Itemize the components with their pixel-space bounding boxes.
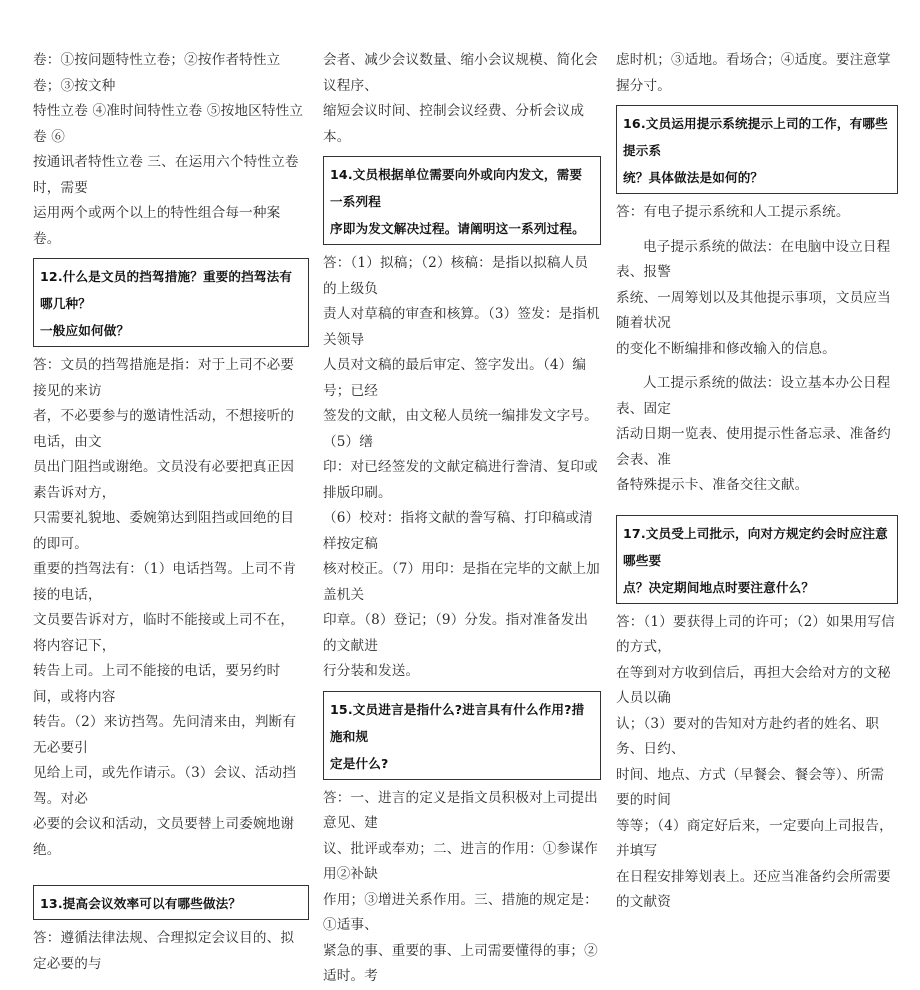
- column-middle: [323, 48, 601, 990]
- column-right: [616, 48, 896, 916]
- paragraph-advice-cont: 虑时机；③适地。看场合；④适度。要注意掌握分寸。: [616, 52, 891, 94]
- question-14-box: 14.文员根据单位需要向外或向内发文，需要一系列程 序即为发文解决过程。请阐明这一系列过程。: [323, 156, 601, 245]
- question-12-box: 12.什么是文员的挡驾措施？重要的挡驾法有哪几种？ 一般应如何做？: [33, 258, 309, 347]
- answer-12: 答：文员的挡驾措施是指：对于上司不必要接见的来访 者，不必要参与的邀请性活动，不想接听的电话，由文 员出门阻挡或谢绝。文员没有必要把真正因素告诉对方， 只需要礼貌地、委婉第达到阻挡或回绝的目的即可。 重要的挡驾法有：（1）电话挡驾。上司不肯接的电话， 文员要告诉对方，临时不能接或上司不在，将内容记下， 转告上司。上司不能接的电话，要另约时间，或将内容 转告。（2）来访挡驾。先问清来由，判断有无必要引 见给上司，或先作请示。（3）会议、活动挡驾。对必 必要的会议和活动，文员要替上司委婉地谢绝。: [33, 357, 297, 858]
- column-left: [33, 48, 305, 977]
- question-13-box: 13.提高会议效率可以有哪些做法？: [33, 885, 309, 920]
- paragraph-meeting-cont: 会者、减少会议数量、缩小会议规模、简化会议程序、 缩短会议时间、控制会议经费、分析会议成本。: [323, 52, 598, 145]
- answer-14: 答：（1）拟稿；（2）核稿：是指以拟稿人员的上级负 责人对草稿的审查和核算。（3）签发：是指机关领导 人员对文稿的最后审定、签字发出。（4）编号；已经 签发的文献，由文秘人员统一编排发文字号。（5）缮 印：对已经签发的文献定稿进行誊清、复印或排版印刷。 （6）校对：指将文献的誊写稿、打印稿或清样按定稿 核对校正。（7）用印：是指在完毕的文献上加盖机关 印章。（8）登记；（9）分发。指对准备发出的文献进 行分装和发送。: [323, 255, 600, 679]
- answer-15: 答：一、进言的定义是指文员积极对上司提出意见、建 议、批评或奉劝；二、进言的作用：①参谋作用②补缺 作用；③增进关系作用。三、措施的规定是：①适事、 紧急的事、重要的事、上司需要懂得的事；②适时。考: [323, 789, 598, 984]
- question-17-box: 17.文员受上司批示，向对方规定约会时应注意哪些要 点？决定期间地点时要注意什么？: [616, 515, 898, 604]
- paragraph-archiving: 卷：①按问题特性立卷；②按作者特性立卷；③按文种 特性立卷 ④准时间特性立卷 ⑤按地区特性立卷 ⑥ 按通讯者特性立卷 三、在运用六个特性立卷时，需要 运用两个或两个以上的特性组合每一种案卷。: [33, 52, 304, 247]
- question-16-box: 16.文员运用提示系统提示上司的工作，有哪些提示系 统？具体做法是如何的？: [616, 105, 898, 194]
- question-15-box: 15.文员进言是指什么?进言具有什么作用?措施和规 定是什么?: [323, 691, 601, 780]
- answer-16: 答：有电子提示系统和人工提示系统。 电子提示系统的做法：在电脑中设立日程表、报警 系统、一周筹划以及其他提示事项，文员应当随着状况 的变化不断编排和修改输入的信息。 人工提示系统的做法：设立基本办公日程表、固定 活动日期一览表、使用提示性备忘录、准备约会表、准 备特殊提示卡、准备交往文献。: [616, 204, 891, 493]
- answer-13: 答：遵循法律法规、合理拟定会议目的、拟定必要的与: [33, 930, 295, 972]
- answer-17: 答：（1）要获得上司的许可；（2）如果用写信的方式， 在等到对方收到信后，再担大会给对方的文秘人员以确 认；（3）要对的告知对方赴约者的姓名、职务、日约、 时间、地点、方式（早餐会、餐会等）、所需要的时间 等等；（4）商定好后来，一定要向上司报告，并填写 在日程安排筹划表上。还应当准备约会所需要的文献资: [616, 613, 895, 910]
